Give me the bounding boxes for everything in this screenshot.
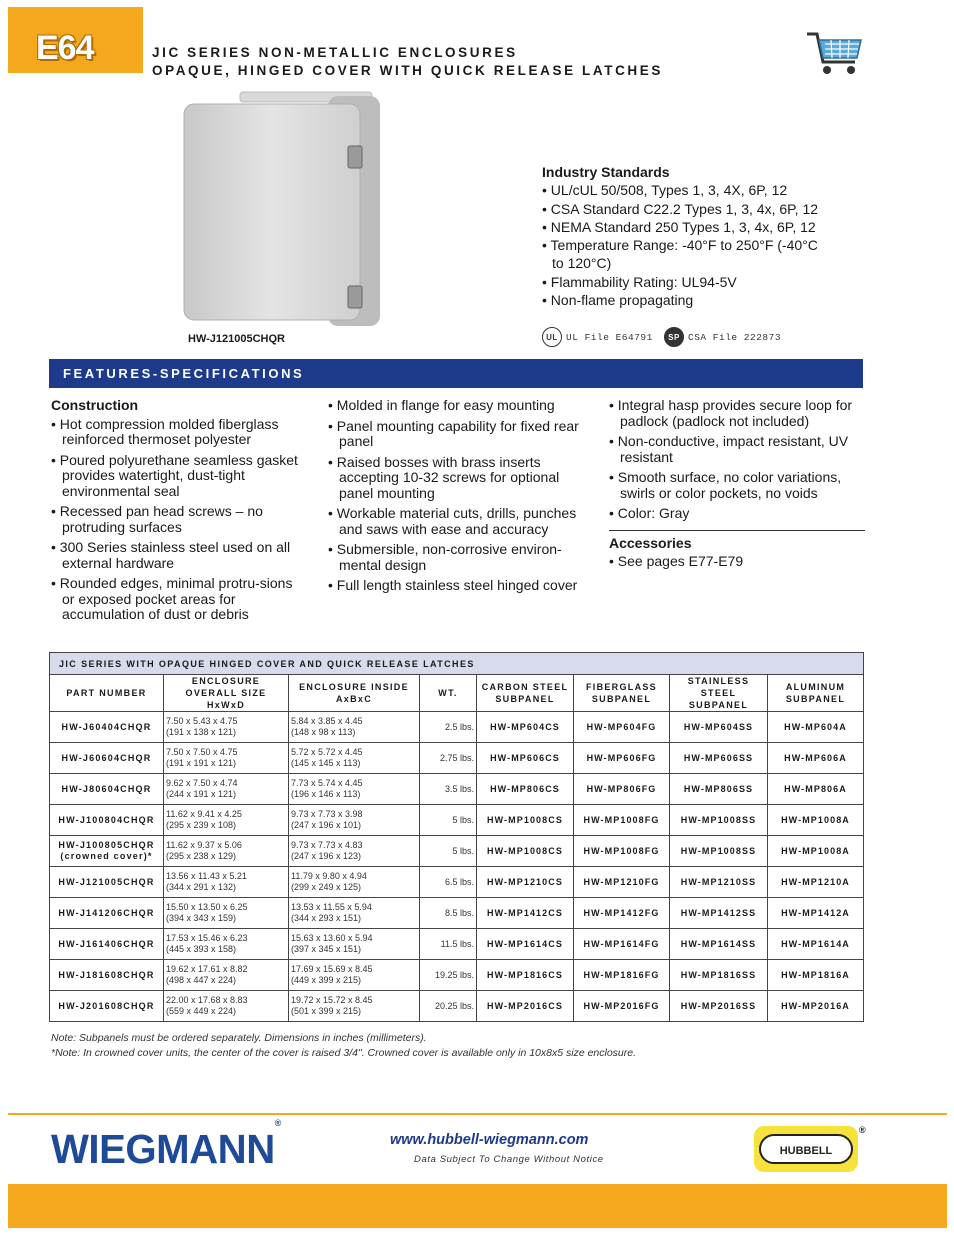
dimension-mm: (449 x 399 x 215)	[291, 975, 362, 985]
table-row	[50, 743, 864, 774]
dimension-inches: 15.50 x 13.50 x 6.25	[166, 901, 248, 912]
column-header: WT.	[420, 675, 477, 712]
standards-heading: Industry Standards	[542, 164, 670, 180]
fiberglass-cell: HW-MP1008FG	[574, 805, 670, 836]
part-number: HW-J100804CHQR	[58, 814, 155, 825]
list-item: • Smooth surface, no color variations, swirls or color pockets, no voids	[609, 470, 865, 501]
weight-cell: 5 lbs.	[420, 836, 477, 867]
overall-size-cell	[164, 960, 289, 991]
list-item: • See pages E77-E79	[609, 554, 865, 570]
list-item: • UL/cUL 50/508, Types 1, 3, 4X, 6P, 12	[542, 181, 872, 199]
table-notes	[51, 1031, 636, 1060]
list-item: • Hot compression molded fiberglass reinforced thermoset polyester	[51, 417, 306, 448]
csa-logo-icon: SP	[664, 327, 684, 347]
list-item: • Non-conductive, impact resistant, UV resistant	[609, 434, 865, 465]
table-row	[50, 867, 864, 898]
dimension-mm: (559 x 449 x 224)	[166, 1006, 237, 1016]
overall-size-cell	[164, 774, 289, 805]
fiberglass-cell: HW-MP1008FG	[574, 836, 670, 867]
dimension-inches: 7.50 x 5.43 x 4.75	[166, 715, 238, 726]
part-number-cell	[50, 991, 164, 1022]
page-code: E64	[36, 29, 94, 67]
inside-size-cell	[289, 929, 420, 960]
column-header: ENCLOSURE INSIDE AxBxC	[289, 675, 420, 712]
list-item: • Non-flame propagating	[542, 291, 872, 309]
dimension-inches: 22.00 x 17.68 x 8.83	[166, 994, 248, 1005]
dimension-inches: 9.62 x 7.50 x 4.74	[166, 777, 238, 788]
dimension-inches: 11.62 x 9.41 x 4.25	[166, 808, 242, 819]
stainless-steel-cell: HW-MP1008SS	[670, 836, 768, 867]
dimension-inches: 5.84 x 3.85 x 4.45	[291, 715, 363, 726]
carbon-steel-cell: HW-MP1614CS	[477, 929, 574, 960]
disclaimer: Data Subject To Change Without Notice	[414, 1154, 604, 1165]
dimension-mm: (191 x 191 x 121)	[166, 758, 237, 768]
inside-size-cell	[289, 774, 420, 805]
carbon-steel-cell: HW-MP1816CS	[477, 960, 574, 991]
dimension-mm: (247 x 196 x 123)	[291, 851, 362, 861]
aluminum-cell: HW-MP1614A	[768, 929, 864, 960]
fiberglass-cell: HW-MP1614FG	[574, 929, 670, 960]
list-item: • 300 Series stainless steel used on all external hardware	[51, 540, 306, 571]
dimension-mm: (344 x 291 x 132)	[166, 882, 237, 892]
carbon-steel-cell: HW-MP604CS	[477, 712, 574, 743]
dimension-mm: (394 x 343 x 159)	[166, 913, 237, 923]
list-item: • Rounded edges, minimal protru-sions or exposed pocket areas for accumulation of dust or debris	[51, 576, 302, 623]
table-row	[50, 805, 864, 836]
weight-cell: 3.5 lbs.	[420, 774, 477, 805]
stainless-steel-cell: HW-MP806SS	[670, 774, 768, 805]
dimension-inches: 15.63 x 13.60 x 5.94	[291, 932, 373, 943]
table-row	[50, 929, 864, 960]
column-header: ALUMINUM SUBPANEL	[768, 675, 864, 712]
dimension-mm: (295 x 238 x 129)	[166, 851, 237, 861]
list-item: • Raised bosses with brass inserts accepting 10-32 screws for optional panel mounting	[328, 455, 586, 502]
part-number: HW-J141206CHQR	[58, 907, 155, 918]
part-number-cell	[50, 743, 164, 774]
dimension-mm: (191 x 138 x 121)	[166, 727, 237, 737]
features-column-1	[51, 398, 306, 628]
part-number-cell	[50, 774, 164, 805]
overall-size-cell	[164, 991, 289, 1022]
dimension-mm: (344 x 293 x 151)	[291, 913, 362, 923]
dimension-mm: (247 x 196 x 101)	[291, 820, 362, 830]
table-caption: JIC SERIES WITH OPAQUE HINGED COVER AND QUICK RELEASE LATCHES	[50, 653, 864, 675]
list-item: • Full length stainless steel hinged cover	[328, 578, 579, 594]
part-number: HW-J80604CHQR	[61, 783, 152, 794]
inside-size-cell	[289, 898, 420, 929]
overall-size-cell	[164, 743, 289, 774]
weight-cell: 2.75 lbs.	[420, 743, 477, 774]
part-number-cell	[50, 960, 164, 991]
footer-bar	[8, 1184, 947, 1228]
part-number-cell	[50, 898, 164, 929]
part-number-cell	[50, 805, 164, 836]
aluminum-cell: HW-MP1412A	[768, 898, 864, 929]
industry-standards	[542, 163, 872, 309]
stainless-steel-cell: HW-MP1412SS	[670, 898, 768, 929]
list-item: • Flammability Rating: UL94-5V	[542, 273, 872, 291]
part-number-note: (crowned cover)*	[60, 851, 153, 861]
part-number-cell	[50, 712, 164, 743]
dimension-inches: 19.62 x 17.61 x 8.82	[166, 963, 248, 974]
weight-cell: 6.5 lbs.	[420, 867, 477, 898]
csa-certification	[664, 327, 781, 347]
ul-certification	[542, 327, 653, 347]
part-number-cell	[50, 836, 164, 867]
hubbell-logo	[754, 1126, 858, 1172]
weight-cell: 8.5 lbs.	[420, 898, 477, 929]
column-header: PART NUMBER	[50, 675, 164, 712]
dimension-inches: 11.79 x 9.80 x 4.94	[291, 870, 367, 881]
overall-size-cell	[164, 929, 289, 960]
list-item: • Color: Gray	[609, 506, 865, 522]
wiegmann-logo	[51, 1118, 281, 1173]
features-section-bar: FEATURES-SPECIFICATIONS	[49, 359, 863, 388]
table-row	[50, 712, 864, 743]
carbon-steel-cell: HW-MP606CS	[477, 743, 574, 774]
dimension-inches: 7.50 x 7.50 x 4.75	[166, 746, 238, 757]
spec-table	[49, 652, 864, 1022]
dimension-mm: (295 x 239 x 108)	[166, 820, 237, 830]
aluminum-cell: HW-MP1210A	[768, 867, 864, 898]
stainless-steel-cell: HW-MP1816SS	[670, 960, 768, 991]
stainless-steel-cell: HW-MP604SS	[670, 712, 768, 743]
part-number-cell	[50, 867, 164, 898]
hubbell-registered-mark: ®	[859, 1125, 866, 1135]
shopping-cart-icon[interactable]	[805, 28, 865, 80]
overall-size-cell	[164, 805, 289, 836]
part-number: HW-J121005CHQR	[58, 876, 155, 887]
overall-size-cell	[164, 867, 289, 898]
fiberglass-cell: HW-MP1412FG	[574, 898, 670, 929]
part-number: HW-J60404CHQR	[61, 721, 152, 732]
aluminum-cell: HW-MP606A	[768, 743, 864, 774]
inside-size-cell	[289, 712, 420, 743]
dimension-inches: 17.69 x 15.69 x 8.45	[291, 963, 373, 974]
footer-divider	[8, 1113, 947, 1115]
inside-size-cell	[289, 743, 420, 774]
aluminum-cell: HW-MP1816A	[768, 960, 864, 991]
list-item: • Integral hasp provides secure loop for padlock (padlock not included)	[609, 398, 865, 429]
column-header: FIBERGLASS SUBPANEL	[574, 675, 670, 712]
table-row	[50, 836, 864, 867]
part-number: HW-J100805CHQR	[58, 840, 155, 850]
features-column-3	[609, 398, 865, 575]
dimension-mm: (498 x 447 x 224)	[166, 975, 237, 985]
list-item: • Recessed pan head screws – no protruding surfaces	[51, 504, 277, 535]
list-item: • Temperature Range: -40°F to 250°F (-40°C to 120°C)	[542, 236, 822, 273]
part-number-cell	[50, 929, 164, 960]
dimension-mm: (244 x 191 x 121)	[166, 789, 237, 799]
part-number: HW-J181608CHQR	[58, 969, 155, 980]
note-line: Note: Subpanels must be ordered separately. Dimensions in inches (millimeters).	[51, 1032, 427, 1044]
dimension-inches: 7.73 x 5.74 x 4.45	[291, 777, 363, 788]
aluminum-cell: HW-MP1008A	[768, 836, 864, 867]
stainless-steel-cell: HW-MP2016SS	[670, 991, 768, 1022]
stainless-steel-cell: HW-MP1210SS	[670, 867, 768, 898]
inside-size-cell	[289, 960, 420, 991]
weight-cell: 19.25 lbs.	[420, 960, 477, 991]
carbon-steel-cell: HW-MP2016CS	[477, 991, 574, 1022]
table-body	[50, 712, 864, 1022]
list-item: • Panel mounting capability for fixed rear panel	[328, 419, 587, 450]
fiberglass-cell: HW-MP806FG	[574, 774, 670, 805]
part-number: HW-J60604CHQR	[61, 752, 152, 763]
stainless-steel-cell: HW-MP1614SS	[670, 929, 768, 960]
weight-cell: 5 lbs.	[420, 805, 477, 836]
carbon-steel-cell: HW-MP1008CS	[477, 805, 574, 836]
accessories-heading: Accessories	[609, 534, 692, 551]
table-row	[50, 960, 864, 991]
dimension-mm: (145 x 145 x 113)	[291, 758, 361, 768]
product-caption: HW-J121005CHQR	[188, 333, 285, 345]
title-line-1: JIC SERIES NON-METALLIC ENCLOSURES	[152, 45, 518, 60]
title-line-2: OPAQUE, HINGED COVER WITH QUICK RELEASE LATCHES	[152, 63, 663, 78]
carbon-steel-cell: HW-MP1008CS	[477, 836, 574, 867]
part-number: HW-J201608CHQR	[58, 1000, 155, 1011]
construction-heading: Construction	[51, 397, 139, 413]
aluminum-cell: HW-MP604A	[768, 712, 864, 743]
column-header: CARBON STEEL SUBPANEL	[477, 675, 574, 712]
csa-file: CSA File 222873	[688, 331, 782, 343]
dimension-inches: 9.73 x 7.73 x 4.83	[291, 839, 363, 850]
dimension-mm: (196 x 146 x 113)	[291, 789, 361, 799]
weight-cell: 20.25 lbs.	[420, 991, 477, 1022]
brand-name: WIEGMANN	[51, 1126, 275, 1172]
inside-size-cell	[289, 991, 420, 1022]
column-header: STAINLESS STEEL SUBPANEL	[670, 675, 768, 712]
inside-size-cell	[289, 867, 420, 898]
fiberglass-cell: HW-MP1210FG	[574, 867, 670, 898]
table-row	[50, 898, 864, 929]
stainless-steel-cell: HW-MP606SS	[670, 743, 768, 774]
fiberglass-cell: HW-MP1816FG	[574, 960, 670, 991]
inside-size-cell	[289, 805, 420, 836]
table-row	[50, 991, 864, 1022]
dimension-inches: 17.53 x 15.46 x 6.23	[166, 932, 248, 943]
dimension-inches: 19.72 x 15.72 x 8.45	[291, 994, 373, 1005]
overall-size-cell	[164, 898, 289, 929]
overall-size-cell	[164, 836, 289, 867]
dimension-mm: (397 x 345 x 151)	[291, 944, 362, 954]
dimension-inches: 9.73 x 7.73 x 3.98	[291, 808, 363, 819]
page-title	[152, 44, 663, 80]
weight-cell: 2.5 lbs.	[420, 712, 477, 743]
weight-cell: 11.5 lbs.	[420, 929, 477, 960]
website-link[interactable]: www.hubbell-wiegmann.com	[390, 1132, 589, 1148]
ul-logo-icon: UL	[542, 327, 562, 347]
dimension-mm: (148 x 98 x 113)	[291, 727, 356, 737]
registered-mark: ®	[274, 1118, 281, 1129]
carbon-steel-cell: HW-MP1412CS	[477, 898, 574, 929]
column-header: ENCLOSURE OVERALL SIZE HxWxD	[164, 675, 289, 712]
list-item: • Poured polyurethane seamless gasket provides watertight, dust-tight environmental seal	[51, 453, 306, 500]
list-item: • CSA Standard C22.2 Types 1, 3, 4x, 6P, 12	[542, 200, 872, 218]
aluminum-cell: HW-MP1008A	[768, 805, 864, 836]
part-number: HW-J161406CHQR	[58, 938, 155, 949]
features-column-2	[328, 398, 586, 599]
stainless-steel-cell: HW-MP1008SS	[670, 805, 768, 836]
enclosure-product-image	[178, 90, 388, 328]
dimension-inches: 11.62 x 9.37 x 5.06	[166, 839, 242, 850]
fiberglass-cell: HW-MP2016FG	[574, 991, 670, 1022]
dimension-mm: (445 x 393 x 158)	[166, 944, 237, 954]
carbon-steel-cell: HW-MP806CS	[477, 774, 574, 805]
dimension-mm: (501 x 399 x 215)	[291, 1006, 362, 1016]
standards-list	[542, 181, 872, 309]
dimension-inches: 13.53 x 11.55 x 5.94	[291, 901, 372, 912]
list-item: • Workable material cuts, drills, punches and saws with ease and accuracy	[328, 506, 586, 537]
overall-size-cell	[164, 712, 289, 743]
list-item: • NEMA Standard 250 Types 1, 3, 4x, 6P, 12	[542, 218, 872, 236]
note-line: *Note: In crowned cover units, the center of the cover is raised 3/4". Crowned cover is available only in 10x8x5 size enclosure.	[51, 1046, 637, 1059]
dimension-mm: (299 x 249 x 125)	[291, 882, 362, 892]
fiberglass-cell: HW-MP604FG	[574, 712, 670, 743]
inside-size-cell	[289, 836, 420, 867]
page-code-tab	[8, 7, 143, 73]
list-item: • Molded in flange for easy mounting	[328, 398, 586, 414]
aluminum-cell: HW-MP2016A	[768, 991, 864, 1022]
ul-file: UL File E64791	[566, 331, 653, 343]
divider	[609, 530, 865, 531]
dimension-inches: 5.72 x 5.72 x 4.45	[291, 746, 363, 757]
aluminum-cell: HW-MP806A	[768, 774, 864, 805]
fiberglass-cell: HW-MP606FG	[574, 743, 670, 774]
hubbell-logo-text: HUBBELL	[779, 1145, 833, 1157]
carbon-steel-cell: HW-MP1210CS	[477, 867, 574, 898]
list-item: • Submersible, non-corrosive environ-mental design	[328, 542, 586, 573]
dimension-inches: 13.56 x 11.43 x 5.21	[166, 870, 247, 881]
table-row	[50, 774, 864, 805]
